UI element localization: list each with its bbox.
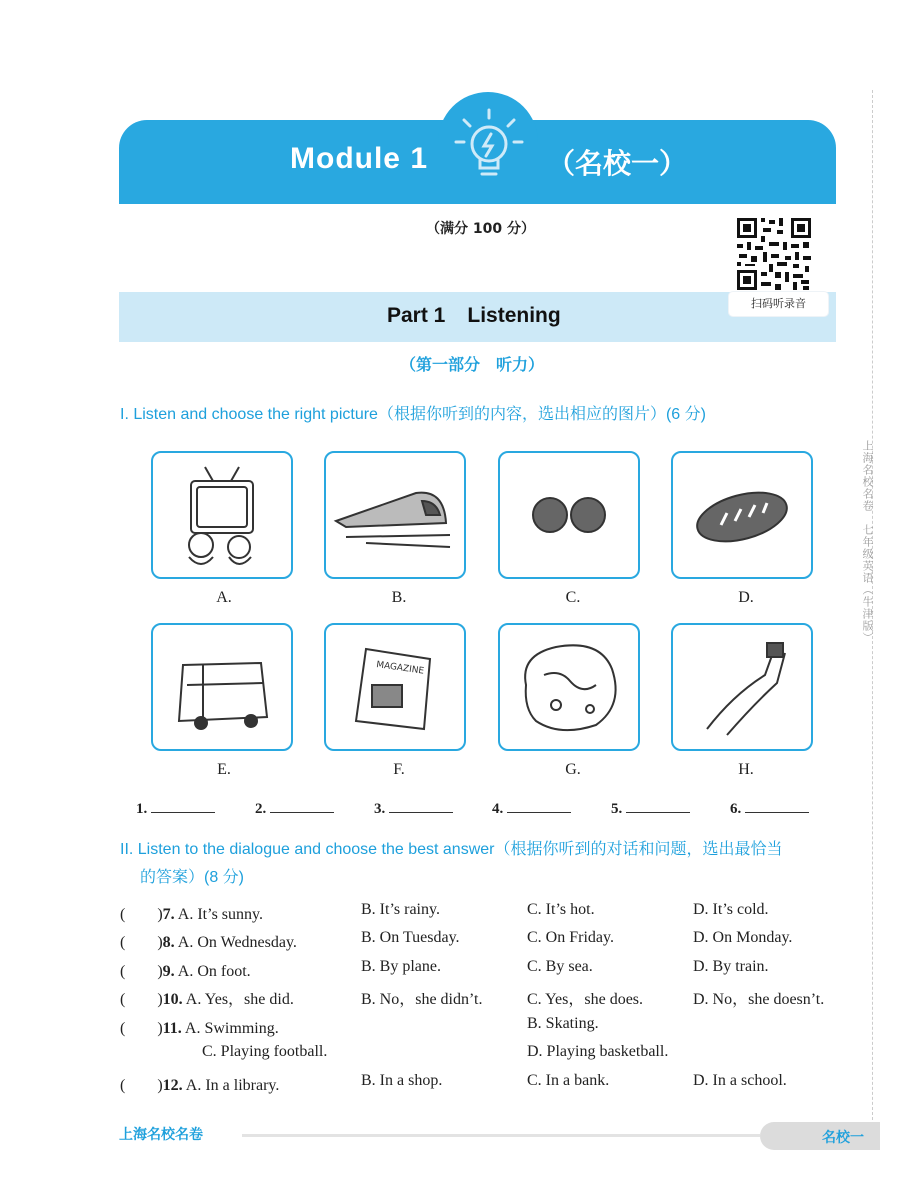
magazine-icon (326, 625, 464, 749)
option-c: C. On Friday. (527, 929, 614, 946)
option-c: C. It’s hot. (527, 901, 595, 918)
great-wall-icon (673, 625, 811, 749)
question-12 (120, 1072, 279, 1095)
cookies-icon (500, 453, 638, 577)
answer-blank-3[interactable] (374, 800, 453, 818)
answer-paren[interactable]: ( ) (120, 1077, 163, 1094)
question-7 (120, 901, 263, 924)
picture-g-map[interactable] (498, 623, 640, 751)
bread-icon (673, 453, 811, 577)
answer-paren[interactable]: ( ) (120, 1020, 163, 1037)
school-label: （名校一） (547, 147, 688, 180)
section2-heading-line2: 的答案）(8 分) (140, 869, 245, 886)
option-c: C. Yes，she does. (527, 991, 644, 1008)
label-e: E. (217, 761, 231, 778)
footer-series: 上海名校名卷 (119, 1127, 203, 1143)
label-b: B. (391, 589, 407, 606)
option-a: A. In a library. (185, 1077, 280, 1094)
question-11 (120, 1015, 279, 1038)
label-d: D. (738, 589, 754, 606)
option-b: B. In a shop. (361, 1072, 443, 1089)
footer-school: 名校一 (822, 1130, 864, 1146)
answer-paren[interactable]: ( ) (120, 906, 163, 923)
question-number: 10. (162, 991, 183, 1008)
picture-h-great-wall[interactable] (671, 623, 813, 751)
part-cn-title: （第一部分 听力） (400, 355, 545, 374)
answer-paren[interactable]: ( ) (120, 963, 163, 980)
picture-a-tv[interactable] (151, 451, 293, 579)
option-b: B. On Tuesday. (361, 929, 460, 946)
tv-kids-icon (153, 453, 291, 577)
label-g: G. (565, 761, 581, 778)
section1-heading: I. Listen and choose the right picture（根据你听到的内容，选出相应的图片）(6 分) (120, 406, 706, 423)
option-d: D. It’s cold. (693, 901, 769, 918)
map-icon (500, 625, 638, 749)
label-h: H. (738, 761, 754, 778)
question-number: 8. (162, 934, 175, 951)
module-title: Module 1 (290, 142, 429, 175)
blank-number: 4. (492, 801, 504, 817)
label-f: F. (393, 761, 405, 778)
option-c: C. In a bank. (527, 1072, 610, 1089)
option-c: C. By sea. (527, 958, 593, 975)
picture-d-bread[interactable] (671, 451, 813, 579)
option-b: B. It’s rainy. (361, 901, 440, 918)
picture-c-cookies[interactable] (498, 451, 640, 579)
blank-number: 6. (730, 801, 742, 817)
answer-paren[interactable]: ( ) (120, 991, 163, 1008)
answer-blank-2[interactable] (255, 800, 334, 818)
svg-text:MAGAZINE: MAGAZINE (375, 660, 425, 677)
option-a: A. It’s sunny. (177, 906, 263, 923)
option-a: A. On foot. (177, 963, 251, 980)
part-number: Part 1 (387, 304, 446, 327)
option-a: A. On Wednesday. (177, 934, 297, 951)
option-a: A. Swimming. (184, 1020, 279, 1037)
bus-icon (153, 625, 291, 749)
question-number: 11. (162, 1020, 182, 1037)
section2-heading-line1: II. Listen to the dialogue and choose the best answer（根据你听到的对话和问题，选出最恰当 (120, 841, 783, 858)
answer-blank-6[interactable] (730, 800, 809, 818)
option-d: D. On Monday. (693, 929, 793, 946)
blank-number: 3. (374, 801, 386, 817)
full-score: （满分 100 分） (426, 221, 535, 237)
train-icon (326, 453, 464, 577)
answer-blank-1[interactable] (136, 800, 215, 818)
option-b: B. By plane. (361, 958, 441, 975)
question-number: 9. (162, 963, 175, 980)
option-b: B. No，she didn’t. (361, 991, 483, 1008)
blank-number: 1. (136, 801, 148, 817)
label-c: C. (565, 589, 581, 606)
answer-paren[interactable]: ( ) (120, 934, 163, 951)
option-b: B. Skating. (527, 1015, 599, 1032)
question-9 (120, 958, 251, 981)
question-number: 7. (162, 906, 175, 923)
qr-caption: 扫码听录音 (729, 292, 828, 316)
part-title (387, 304, 561, 328)
option-a: A. Yes，she did. (185, 991, 294, 1008)
answer-blank-4[interactable] (492, 800, 571, 818)
question-number: 12. (162, 1077, 183, 1094)
question-8 (120, 929, 297, 952)
blank-number: 2. (255, 801, 267, 817)
question-10 (120, 986, 294, 1009)
part-name: Listening (467, 304, 561, 327)
option-d: D. In a school. (693, 1072, 787, 1089)
option-d: D. No，she doesn’t. (693, 991, 825, 1008)
picture-f-magazine[interactable] (324, 623, 466, 751)
option-d: D. By train. (693, 958, 769, 975)
picture-e-bus[interactable] (151, 623, 293, 751)
qr-code-icon[interactable] (735, 216, 813, 292)
picture-b-train[interactable] (324, 451, 466, 579)
option-d: D. Playing basketball. (527, 1043, 669, 1060)
side-running-text: 上海名校名卷 七年级英语（牛津版） (861, 440, 874, 644)
blank-number: 5. (611, 801, 623, 817)
option-c: C. Playing football. (202, 1043, 328, 1060)
label-a: A. (216, 589, 232, 606)
footer-rule (242, 1134, 760, 1137)
answer-blank-5[interactable] (611, 800, 690, 818)
lightbulb-icon (452, 104, 526, 184)
